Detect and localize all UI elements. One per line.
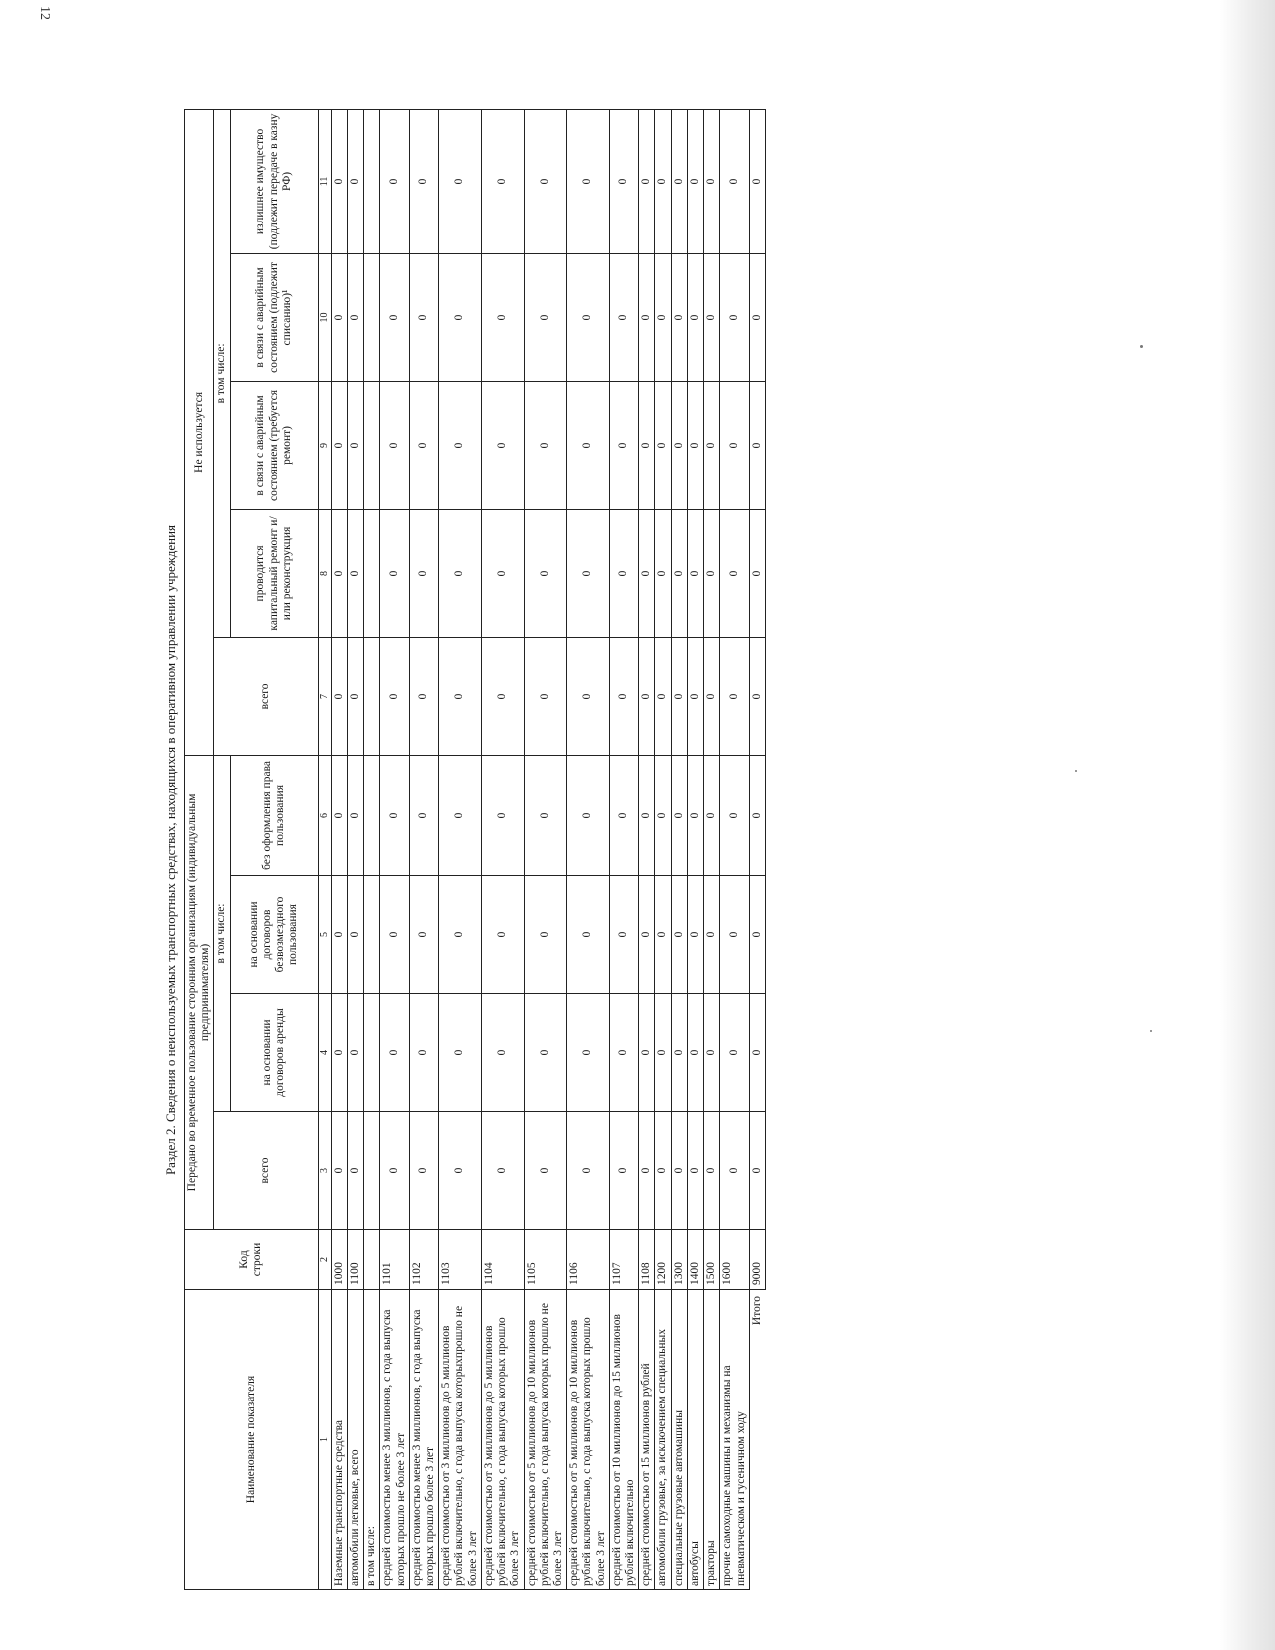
row-value: 0 [439,637,482,755]
table-row [364,109,380,1589]
report-table [184,109,766,1590]
scan-speck [1140,345,1143,348]
row-value: 0 [439,509,482,637]
row-value: 0 [524,637,567,755]
row-value: 0 [380,381,409,509]
total-value: 0 [749,381,765,509]
section-title: Раздел 2. Сведения о неиспользуемых транспортных средствах, находящихся в оперативном управлении учреждения [163,524,178,1176]
total-value: 0 [749,1112,765,1230]
row-code: 1103 [439,1230,482,1290]
column-number: 8 [318,509,331,637]
row-value [364,109,380,253]
row-value: 0 [655,994,671,1112]
row-value: 0 [481,1112,524,1230]
table-row [409,109,438,1589]
row-value: 0 [720,509,749,637]
row-value: 0 [639,381,655,509]
rotated-page-content [160,110,800,1590]
row-value: 0 [331,381,347,509]
table-row [704,109,720,1589]
row-value: 0 [720,755,749,875]
row-value: 0 [481,509,524,637]
row-value [364,253,380,381]
total-value: 0 [749,109,765,253]
total-value: 0 [749,253,765,381]
row-value: 0 [687,109,703,253]
row-name: средней стоимостью от 5 миллионов до 10 миллионов рублей включительно, с года выпуска которых прошло более 3 лет [567,1290,610,1590]
column-number: 10 [318,253,331,381]
row-value: 0 [409,755,438,875]
row-value: 0 [347,381,363,509]
row-value: 0 [567,637,610,755]
row-value: 0 [720,994,749,1112]
row-value: 0 [609,381,638,509]
row-value: 0 [655,509,671,637]
row-value: 0 [639,109,655,253]
header-repair: проводится капитальный ремонт и/или реконструкция [230,509,318,637]
column-numbers-row [318,109,331,1589]
row-value: 0 [671,253,687,381]
row-value: 0 [567,509,610,637]
row-value: 0 [524,755,567,875]
row-code: 1101 [380,1230,409,1290]
row-code: 1600 [720,1230,749,1290]
row-value: 0 [409,1112,438,1230]
table-row [671,109,687,1589]
row-value: 0 [347,755,363,875]
row-value: 0 [671,755,687,875]
row-name: средней стоимостью от 5 миллионов до 10 миллионов рублей включительно, с года выпуска которых прошло не более 3 лет [524,1290,567,1590]
row-value: 0 [439,755,482,875]
table-row [481,109,524,1589]
row-value: 0 [347,876,363,994]
total-label: Итого [751,1296,764,1326]
row-value: 0 [609,755,638,875]
table-row [524,109,567,1589]
row-value: 0 [347,994,363,1112]
header-emergency-repair: в связи с аварийным состоянием (требуется ремонт) [230,381,318,509]
row-value: 0 [409,994,438,1112]
row-value: 0 [567,994,610,1112]
row-value: 0 [687,755,703,875]
row-code: 1106 [567,1230,610,1290]
row-value: 0 [567,1112,610,1230]
row-name: специальные грузовые автомашины [671,1290,687,1590]
row-value: 0 [481,381,524,509]
row-value: 0 [639,637,655,755]
row-value: 0 [639,755,655,875]
row-code: 1100 [347,1230,363,1290]
row-value: 0 [481,994,524,1112]
row-value: 0 [567,755,610,875]
table-row [687,109,703,1589]
header-unused-total: всего [214,637,318,755]
row-value: 0 [671,994,687,1112]
row-value: 0 [655,381,671,509]
row-value: 0 [380,994,409,1112]
row-value: 0 [439,1112,482,1230]
row-value: 0 [687,1112,703,1230]
header-emergency-writeoff: в связи с аварийным состоянием (подлежит списанию)¹ [230,253,318,381]
row-value: 0 [655,1112,671,1230]
row-value: 0 [704,253,720,381]
row-name: средней стоимостью менее 3 миллионов, с года выпуска которых прошло более 3 лет [409,1290,438,1590]
table-row [567,109,610,1589]
row-value: 0 [347,109,363,253]
row-value: 0 [704,755,720,875]
row-value: 0 [481,876,524,994]
row-value: 0 [347,1112,363,1230]
row-value: 0 [720,876,749,994]
row-code: 1104 [481,1230,524,1290]
header-no-paperwork: без оформления права пользования [230,755,318,875]
row-name: Наземные транспортные средства [331,1290,347,1590]
row-value: 0 [439,994,482,1112]
row-name: средней стоимостью от 10 миллионов до 15 миллионов рублей включительно [609,1290,638,1590]
row-value: 0 [524,109,567,253]
row-value: 0 [687,637,703,755]
row-value: 0 [347,637,363,755]
total-value: 0 [749,637,765,755]
row-code: 1300 [671,1230,687,1290]
row-value: 0 [639,509,655,637]
column-number: 7 [318,637,331,755]
row-value [364,876,380,994]
row-value: 0 [439,381,482,509]
column-number: 5 [318,876,331,994]
header-transferred-total: всего [214,1112,318,1230]
row-value: 0 [687,381,703,509]
row-value [364,1112,380,1230]
header-lease: на основании договоров аренды [230,994,318,1112]
row-code: 1000 [331,1230,347,1290]
row-code: 1102 [409,1230,438,1290]
row-value: 0 [409,637,438,755]
row-value: 0 [704,637,720,755]
row-value: 0 [671,109,687,253]
row-name: в том числе: [364,1290,380,1590]
row-code: 1200 [655,1230,671,1290]
row-value: 0 [524,994,567,1112]
table-row [347,109,363,1589]
row-value: 0 [720,253,749,381]
row-value: 0 [331,994,347,1112]
total-value: 0 [749,994,765,1112]
row-value: 0 [409,876,438,994]
row-value: 0 [609,637,638,755]
row-value: 0 [639,876,655,994]
row-value: 0 [331,109,347,253]
row-value: 0 [639,994,655,1112]
row-value: 0 [439,109,482,253]
row-value: 0 [524,253,567,381]
row-value: 0 [331,1112,347,1230]
row-value: 0 [639,253,655,381]
scan-speck [1075,770,1077,772]
row-value: 0 [439,876,482,994]
row-value: 0 [704,381,720,509]
table-row [639,109,655,1589]
row-value: 0 [380,876,409,994]
header-including: в том числе: [214,755,230,1111]
row-value: 0 [331,637,347,755]
row-name: средней стоимостью от 15 миллионов рублей [639,1290,655,1590]
total-value: 0 [749,755,765,875]
row-value: 0 [331,253,347,381]
total-value: 0 [749,876,765,994]
row-value: 0 [704,1112,720,1230]
header-unused: Не используется [185,109,214,755]
row-value: 0 [567,253,610,381]
row-value: 0 [720,637,749,755]
row-value: 0 [567,381,610,509]
row-value: 0 [639,1112,655,1230]
row-value: 0 [655,755,671,875]
row-value: 0 [655,876,671,994]
row-value: 0 [609,509,638,637]
row-value: 0 [687,876,703,994]
column-number: 9 [318,381,331,509]
column-number: 6 [318,755,331,875]
row-value: 0 [720,381,749,509]
row-value: 0 [687,253,703,381]
row-value: 0 [687,509,703,637]
row-value: 0 [347,509,363,637]
row-value: 0 [380,637,409,755]
page-number: 12 [37,6,52,20]
row-value: 0 [409,253,438,381]
row-value: 0 [524,381,567,509]
row-name: прочие самоходные машины и механизмы на пневматическом и гусеничном ходу [720,1290,749,1590]
row-value: 0 [380,253,409,381]
row-value: 0 [671,509,687,637]
row-name: средней стоимостью от 3 миллионов до 5 миллионов рублей включительно, с года выпуска которых прошло более 3 лет [481,1290,524,1590]
total-code: 9000 [749,1230,765,1290]
table-row [609,109,638,1589]
column-number: 2 [318,1230,331,1290]
total-row [749,109,765,1589]
column-number: 1 [318,1290,331,1590]
row-value: 0 [609,109,638,253]
row-name: автомобили грузовые, за исключением специальных [655,1290,671,1590]
row-name: средней стоимостью менее 3 миллионов, с года выпуска которых прошло не более 3 лет [380,1290,409,1590]
table-row [439,109,482,1589]
row-value: 0 [704,994,720,1112]
table-row [655,109,671,1589]
column-number: 11 [318,109,331,253]
row-value: 0 [409,509,438,637]
table-row [720,109,749,1589]
row-value: 0 [609,876,638,994]
row-value: 0 [704,109,720,253]
row-value: 0 [481,755,524,875]
row-name: автобусы [687,1290,703,1590]
row-value: 0 [687,994,703,1112]
scan-edge-shadow [1220,0,1275,1650]
row-value: 0 [671,1112,687,1230]
row-value: 0 [655,253,671,381]
scan-speck [1150,1030,1152,1032]
row-value: 0 [671,876,687,994]
row-value: 0 [331,755,347,875]
row-value: 0 [671,637,687,755]
row-value [364,381,380,509]
row-name: автомобили легковые, всего [347,1290,363,1590]
row-value: 0 [704,509,720,637]
row-value: 0 [347,253,363,381]
row-value: 0 [481,253,524,381]
row-value: 0 [609,1112,638,1230]
header-name: Наименование показателя [185,1290,319,1590]
row-value [364,637,380,755]
header-transferred: Передано во временное пользование сторонним организациям (индивидуальным предпринимателям) [185,755,214,1229]
row-value: 0 [567,109,610,253]
row-value: 0 [609,994,638,1112]
row-value: 0 [380,1112,409,1230]
row-value: 0 [720,109,749,253]
row-code: 1105 [524,1230,567,1290]
row-value: 0 [380,109,409,253]
row-value: 0 [481,637,524,755]
row-value: 0 [439,253,482,381]
header-surplus: излишнее имущество (подлежит передаче в казну РФ) [230,109,318,253]
row-value: 0 [655,109,671,253]
row-value: 0 [720,1112,749,1230]
row-value: 0 [331,509,347,637]
row-value: 0 [524,509,567,637]
header-unused-including: в том числе: [214,109,230,637]
row-name: тракторы [704,1290,720,1590]
row-value: 0 [409,109,438,253]
row-value [364,509,380,637]
row-value: 0 [655,637,671,755]
row-value: 0 [380,509,409,637]
header-code: Код строки [185,1230,319,1290]
header-free-use: на основании договоров безвозмездного пользования [230,876,318,994]
row-value: 0 [331,876,347,994]
row-value: 0 [704,876,720,994]
row-value [364,994,380,1112]
row-code: 1108 [639,1230,655,1290]
row-value: 0 [524,1112,567,1230]
row-value: 0 [409,381,438,509]
row-value: 0 [380,755,409,875]
row-code: 1107 [609,1230,638,1290]
row-value: 0 [609,253,638,381]
table-row [331,109,347,1589]
row-value: 0 [481,109,524,253]
row-code: 1400 [687,1230,703,1290]
row-code [364,1230,380,1290]
row-value: 0 [524,876,567,994]
row-name: средней стоимостью от 3 миллионов до 5 миллионов рублей включительно, с года выпуска которыхпрошло не более 3 лет [439,1290,482,1590]
row-value [364,755,380,875]
row-value: 0 [567,876,610,994]
column-number: 3 [318,1112,331,1230]
table-row [380,109,409,1589]
row-code: 1500 [704,1230,720,1290]
column-number: 4 [318,994,331,1112]
row-value: 0 [671,381,687,509]
total-value: 0 [749,509,765,637]
